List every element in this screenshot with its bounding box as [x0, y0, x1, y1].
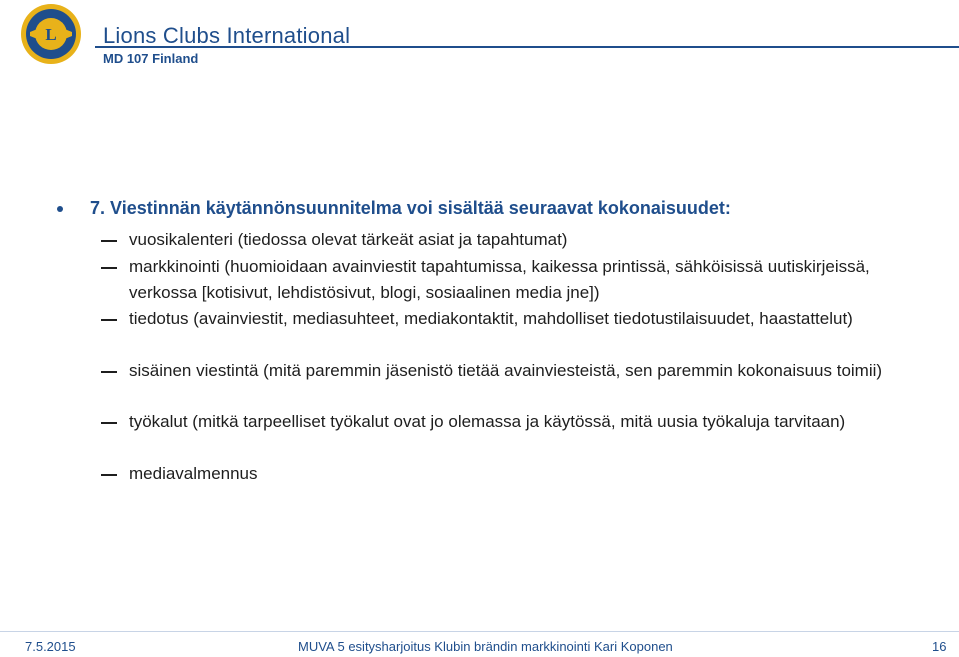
- slide-header: [0, 0, 959, 68]
- footer-title: MUVA 5 esitysharjoitus Klubin brändin markkinointi Kari Koponen: [298, 639, 673, 654]
- list-item-text: mediavalmennus: [129, 464, 258, 483]
- dash-icon: [101, 474, 117, 476]
- list-item-text: tiedotus (avainviestit, mediasuhteet, mediakontaktit, mahdolliset tiedotustilaisuudet, haastattelut): [129, 309, 853, 328]
- dash-icon: [101, 371, 117, 373]
- footer-date: 7.5.2015: [25, 639, 76, 654]
- brand-title: Lions Clubs International: [103, 23, 351, 48]
- list-item-text: markkinointi (huomioidaan avainviestit tapahtumissa, kaikessa printissä, sähköisissä uutiskirjeissä, verkossa [kotisivut, lehdistösivut, blogi, sosiaalinen media jne]): [129, 257, 870, 302]
- dash-icon: [101, 240, 117, 242]
- footer-page-number: 16: [932, 639, 947, 654]
- list-item-text: sisäinen viestintä (mitä paremmin jäsenistö tietää avainviesteistä, sen paremmin kokonaisuus toimii): [129, 361, 883, 380]
- brand-subtitle: MD 107 Finland: [103, 51, 199, 66]
- slide-heading: 7. Viestinnän käytännönsuunnitelma voi sisältää seuraavat kokonaisuudet:: [90, 198, 731, 218]
- footer-rule: [0, 631, 959, 632]
- list-item-text: työkalut (mitkä tarpeelliset työkalut ovat jo olemassa ja käytössä, mitä uusia työkaluja tarvitaan): [129, 412, 846, 431]
- dash-icon: [101, 319, 117, 321]
- lions-club-emblem-icon: [18, 2, 84, 66]
- svg-text:L: L: [45, 25, 57, 44]
- list-item-text: vuosikalenteri (tiedossa olevat tärkeät asiat ja tapahtumat): [129, 230, 568, 249]
- dash-icon: [101, 422, 117, 424]
- dash-icon: [101, 267, 117, 269]
- bullet-dot-icon: [57, 206, 63, 212]
